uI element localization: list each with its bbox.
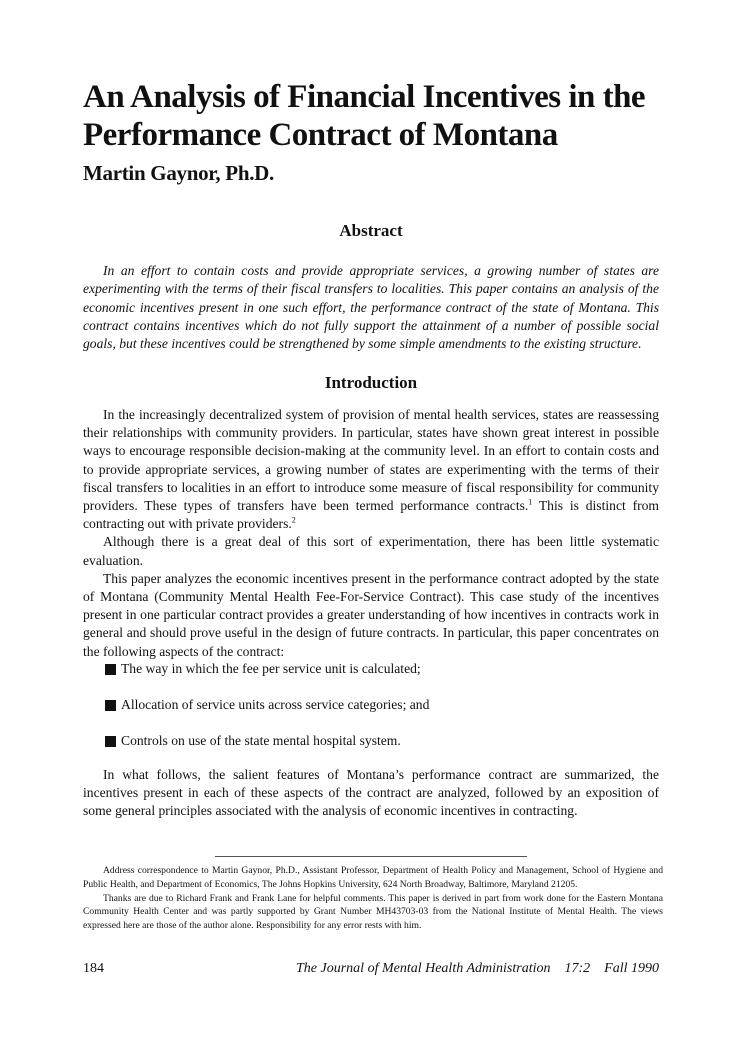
intro-paragraph-1 xyxy=(83,406,659,533)
square-bullet-icon xyxy=(105,700,116,711)
intro-paragraph-4: In what follows, the salient features of Montana’s performance contract are summarized, the incentives present in each of these aspects of the contract are analyzed, followed by an exposition of some general principles associated with the analysis of economic incentives in contracting. xyxy=(83,767,659,819)
square-bullet-icon xyxy=(105,664,116,675)
intro-paragraph-3: This paper analyzes the economic incentives present in the performance contract adopted by the state of Montana (Community Mental Health Fee-For-Service Contract). This case study of the incentives present in one particular contract provides a greater understanding of how incentives in contracts work in general and should prove useful in the design of future contracts. In particular, this paper concentrates on the following aspects of the contract: xyxy=(83,570,659,659)
list-item xyxy=(105,661,645,697)
article-author: Martin Gaynor, Ph.D. xyxy=(83,161,274,185)
introduction-closing xyxy=(83,766,659,821)
list-item-text: Allocation of service units across service categories; and xyxy=(121,697,430,712)
footnote-reference-1: 1 xyxy=(528,497,533,507)
abstract-text: In an effort to contain costs and provide appropriate services, a growing number of states are experimenting with the terms of their fiscal transfers to localities. This paper contains an analysis of the economic incentives present in one such effort, the performance contract of the state of Montana. This contract contains incentives which do not fully support the attainment of a number of possible social goals, but these incentives could be strengthened by some simple amendments to the existing structure. xyxy=(83,263,659,352)
list-item-text: Controls on use of the state mental hospital system. xyxy=(121,733,401,748)
article-title: An Analysis of Financial Incentives in the Performance Contract of Montana xyxy=(83,79,646,153)
introduction-heading: Introduction xyxy=(324,373,418,392)
intro-paragraph-1-part-b: This is distinct from contracting out with private providers. xyxy=(83,498,659,532)
footnote-divider xyxy=(215,856,527,857)
page-footer xyxy=(83,961,659,977)
journal-name: The Journal of Mental Health Administration xyxy=(296,961,551,976)
footnotes xyxy=(83,864,663,933)
volume-issue: 17:2 xyxy=(564,961,591,976)
abstract-heading: Abstract xyxy=(339,221,403,240)
square-bullet-icon xyxy=(105,736,116,747)
list-item-text: The way in which the fee per service unit is calculated; xyxy=(121,661,421,676)
page-number: 184 xyxy=(83,961,104,976)
footnote-acknowledgments: Thanks are due to Richard Frank and Frank Lane for helpful comments. This paper is derived in part from work done for the Eastern Montana Community Health Center and was partly supported by Grant Number MH43703-03 from the National Institute of Mental Health. The views expressed here are those of the author alone. Responsibility for any error rests with him. xyxy=(83,892,663,932)
contract-aspects-list xyxy=(105,661,645,769)
intro-paragraph-1-part-a: In the increasingly decentralized system of provision of mental health services, states are reassessing their relationships with community providers. In particular, states have shown great interest in possible ways to encourage responsible decision-making at the community level. In an effort to contain costs and to provide appropriate services, a growing number of states are experimenting with the terms of their fiscal transfers to localities in an effort to introduce some measure of fiscal responsibility for community providers. These types of transfers have been termed performance contracts. xyxy=(83,407,659,514)
issue-date: Fall 1990 xyxy=(604,961,659,976)
intro-paragraph-2: Although there is a great deal of this sort of experimentation, there has been little systematic evaluation. xyxy=(83,534,659,568)
introduction-body xyxy=(83,406,659,661)
list-item xyxy=(105,733,645,769)
footnote-reference-2: 2 xyxy=(291,515,296,525)
list-item xyxy=(105,697,645,733)
journal-citation xyxy=(282,961,659,977)
footnote-correspondence: Address correspondence to Martin Gaynor, Ph.D., Assistant Professor, Department of Health Policy and Management, School of Hygiene and Public Health, and Department of Economics, The Johns Hopkins University, 624 North Broadway, Baltimore, Maryland 21205. xyxy=(83,865,663,890)
